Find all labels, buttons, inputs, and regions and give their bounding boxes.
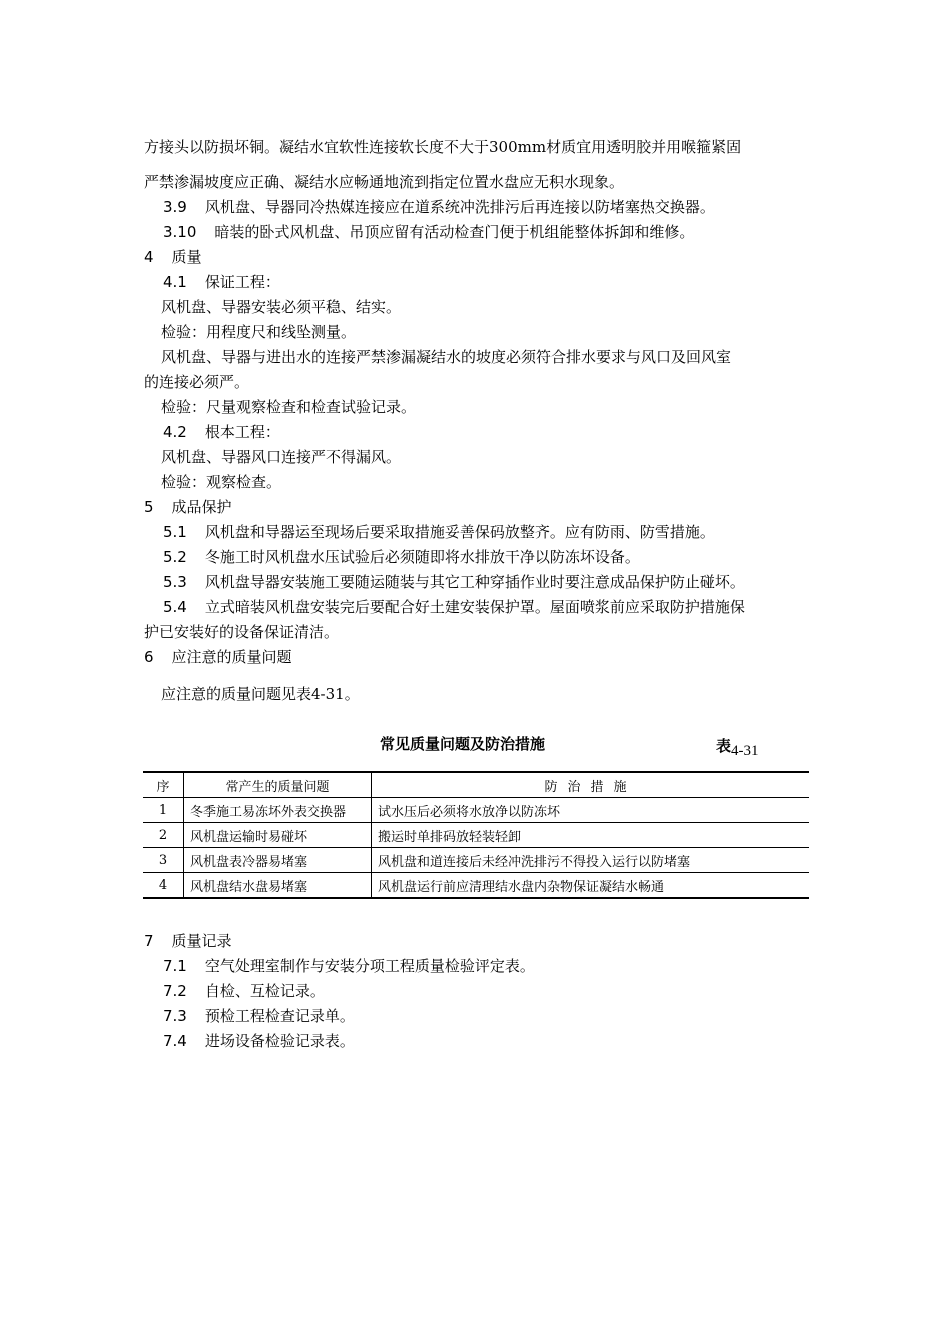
paragraph: 风机盘、导器安装必须平稳、结实。 [161, 298, 402, 316]
table-header-row [143, 772, 809, 798]
quality-problems-table [143, 771, 809, 899]
clause-text: 根本工程： [204, 423, 280, 441]
row-problem: 冬季施工易冻坏外表交换器 [184, 798, 372, 823]
section-title: 应注意的质量问题 [171, 648, 292, 666]
section-title: 质量记录 [171, 932, 232, 950]
table-row [143, 848, 809, 873]
row-measure: 风机盘运行前应清理结水盘内杂物保证凝结水畅通 [372, 873, 810, 899]
clause-text: 冬施工时风机盘水压试验后必须随即将水排放干净以防冻坏设备。 [204, 548, 640, 566]
table-number-label: 表 [716, 737, 732, 755]
clause-number: 7.2 [163, 982, 187, 1000]
clause-5-2 [163, 547, 640, 567]
row-measure: 搬运时单排码放轻装轻卸 [372, 823, 810, 848]
clause-number: 4.1 [163, 273, 187, 291]
clause-text: 立式暗装风机盘安装完后要配合好土建安装保护罩。屋面喷浆前应采取防护措施保 [204, 598, 745, 616]
clause-number: 5.3 [163, 573, 187, 591]
clause-number: 7.4 [163, 1032, 187, 1050]
clause-5-4 [163, 597, 745, 617]
paragraph: 方接头以防损坏铜。凝结水宜软性连接软长度不大于300mm材质宜用透明胶并用喉箍紧固 [144, 138, 742, 156]
row-measure: 试水压后必须将水放净以防冻坏 [372, 798, 810, 823]
paragraph: 严禁渗漏坡度应正确、凝结水应畅通地流到指定位置水盘应无积水现象。 [144, 173, 625, 191]
row-index: 4 [143, 873, 184, 899]
clause-text: 预检工程检查记录单。 [204, 1007, 355, 1025]
section-heading-5 [144, 497, 232, 517]
row-index: 1 [143, 798, 184, 823]
clause-number: 7.3 [163, 1007, 187, 1025]
clause-number: 5.4 [163, 598, 187, 616]
clause-number: 4.2 [163, 423, 187, 441]
paragraph: 检验：用程度尺和线坠测量。 [161, 323, 357, 341]
clause-text: 风机盘、导器同冷热媒连接应在道系统冲洗排污后再连接以防堵塞热交换器。 [204, 198, 715, 216]
clause-text: 进场设备检验记录表。 [204, 1032, 355, 1050]
table-row [143, 823, 809, 848]
table-number [716, 735, 759, 759]
clause-text: 空气处理室制作与安装分项工程质量检验评定表。 [204, 957, 535, 975]
clause-7-3 [163, 1006, 355, 1026]
header-measures: 防治措施 [372, 772, 810, 798]
row-problem: 风机盘运输时易碰坏 [184, 823, 372, 848]
clause-number: 5.2 [163, 548, 187, 566]
clause-text: 风机盘和导器运至现场后要采取措施妥善保码放整齐。应有防雨、防雪措施。 [204, 523, 715, 541]
section-number: 6 [144, 648, 154, 666]
clause-4-2 [163, 422, 280, 442]
paragraph: 应注意的质量问题见表4-31。 [161, 685, 360, 703]
row-problem: 风机盘结水盘易堵塞 [184, 873, 372, 899]
clause-number: 3.9 [163, 198, 187, 216]
clause-text: 风机盘导器安装施工要随运随装与其它工种穿插作业时要注意成品保护防止碰坏。 [204, 573, 745, 591]
table-number-value: 4-31 [731, 743, 759, 759]
row-measure: 风机盘和道连接后未经冲洗排污不得投入运行以防堵塞 [372, 848, 810, 873]
clause-5-1 [163, 522, 715, 542]
section-heading-7 [144, 931, 232, 951]
paragraph: 风机盘、导器风口连接严不得漏风。 [161, 448, 402, 466]
paragraph: 风机盘、导器与进出水的连接严禁渗漏凝结水的坡度必须符合排水要求与风口及回风室 [161, 348, 732, 366]
clause-7-1 [163, 956, 535, 976]
clause-3-9 [163, 197, 715, 217]
clause-5-3 [163, 572, 745, 592]
section-number: 7 [144, 932, 154, 950]
clause-7-4 [163, 1031, 355, 1051]
clause-3-10 [163, 222, 694, 242]
row-index: 2 [143, 823, 184, 848]
clause-text: 保证工程： [204, 273, 280, 291]
section-title: 质量 [171, 248, 202, 266]
section-number: 5 [144, 498, 154, 516]
clause-7-2 [163, 981, 325, 1001]
clause-number: 7.1 [163, 957, 187, 975]
paragraph: 的连接必须严。 [144, 373, 250, 391]
table-caption: 常见质量问题及防治措施 [380, 735, 546, 753]
table-row [143, 873, 809, 899]
clause-number: 5.1 [163, 523, 187, 541]
section-title: 成品保护 [171, 498, 232, 516]
clause-text: 自检、互检记录。 [204, 982, 325, 1000]
table-row [143, 798, 809, 823]
header-problem: 常产生的质量问题 [184, 772, 372, 798]
row-problem: 风机盘表冷器易堵塞 [184, 848, 372, 873]
paragraph: 检验：尺量观察检查和检查试验记录。 [161, 398, 417, 416]
section-number: 4 [144, 248, 154, 266]
header-index: 序 [143, 772, 184, 798]
section-heading-6 [144, 647, 292, 667]
section-heading-4 [144, 247, 202, 267]
clause-text: 暗装的卧式风机盘、吊顶应留有活动检查门便于机组能整体拆卸和维修。 [214, 223, 695, 241]
paragraph: 检验：观察检查。 [161, 473, 282, 491]
clause-number: 3.10 [163, 223, 197, 241]
paragraph: 护已安装好的设备保证清洁。 [144, 623, 340, 641]
clause-4-1 [163, 272, 280, 292]
row-index: 3 [143, 848, 184, 873]
